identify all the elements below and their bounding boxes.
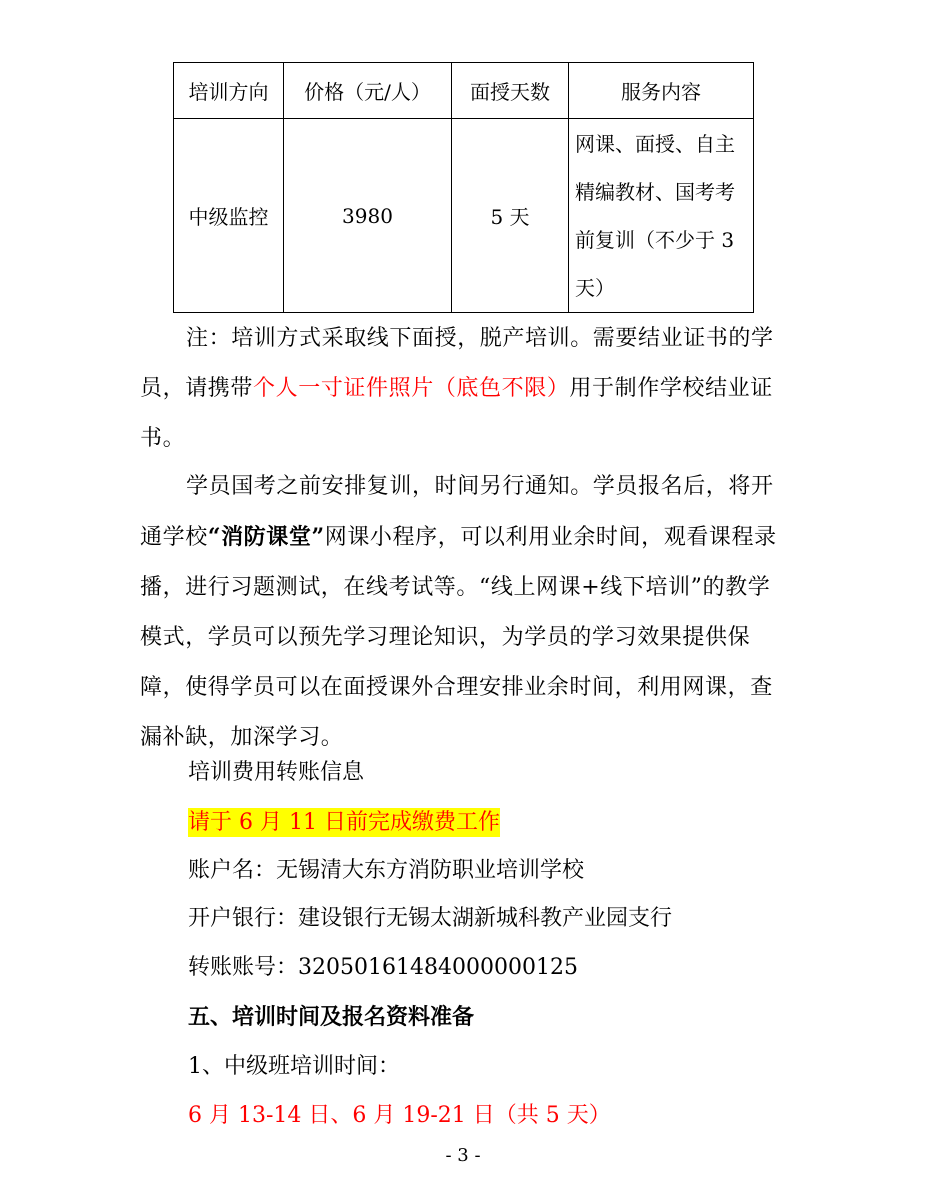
payment-title: 培训费用转账信息 [188, 760, 365, 785]
table-row [174, 119, 754, 313]
training-note-paragraph [140, 314, 790, 464]
account-number: 转账账号：32050161484000000125 [188, 955, 578, 980]
header-price: 价格（元/人） [284, 63, 452, 119]
payment-deadline [188, 798, 848, 848]
cell-service: 网课、面授、自主精编教材、国考考前复训（不少于 3 天） [569, 119, 754, 313]
price-table [173, 62, 754, 313]
note-prefix: 注：培训方式采取线下面授，脱产培训。需要结业证书的学员，请携带 [140, 326, 774, 401]
fire-classroom-name: “消防课堂” [207, 524, 325, 550]
online-suffix: 网课小程序，可以利用业余时间，观看课程录播，进行习题测试，在线考试等。“线上网课+线下培训”的教学模式，学员可以预先学习理论知识，为学员的学习效果提供保障，使得学员可以在面授课外合理安排业余时间，利用网课，查漏补缺，加深学习。 [140, 525, 777, 750]
training-dates: 6 月 13-14 日、6 月 19-21 日（共 5 天） [188, 1103, 611, 1128]
header-service: 服务内容 [569, 63, 754, 119]
cell-price: 3980 [284, 119, 452, 313]
header-direction: 培训方向 [174, 63, 284, 119]
section5-item1: 1、中级班培训时间： [188, 1054, 400, 1079]
online-prefix: 学员国考之前安排复训，时间另行通知。学员报名后，将开通学校 [140, 474, 774, 550]
page-number: - 3 - [445, 1145, 481, 1166]
section5-heading: 五、培训时间及报名资料准备 [188, 1004, 475, 1030]
cell-direction: 中级监控 [174, 119, 284, 313]
online-course-paragraph [140, 462, 790, 763]
note-suffix: 用于制作学校结业证书。 [140, 376, 773, 451]
account-name: 账户名：无锡清大东方消防职业培训学校 [188, 858, 585, 883]
header-days: 面授天数 [452, 63, 569, 119]
photo-requirement: 个人一寸证件照片（底色不限） [253, 376, 570, 401]
bank-name: 开户银行：建设银行无锡太湖新城科教产业园支行 [188, 906, 673, 931]
payment-deadline-text: 请于 6 月 11 日前完成缴费工作 [188, 810, 500, 835]
table-header-row [174, 63, 754, 119]
cell-days: 5 天 [452, 119, 569, 313]
